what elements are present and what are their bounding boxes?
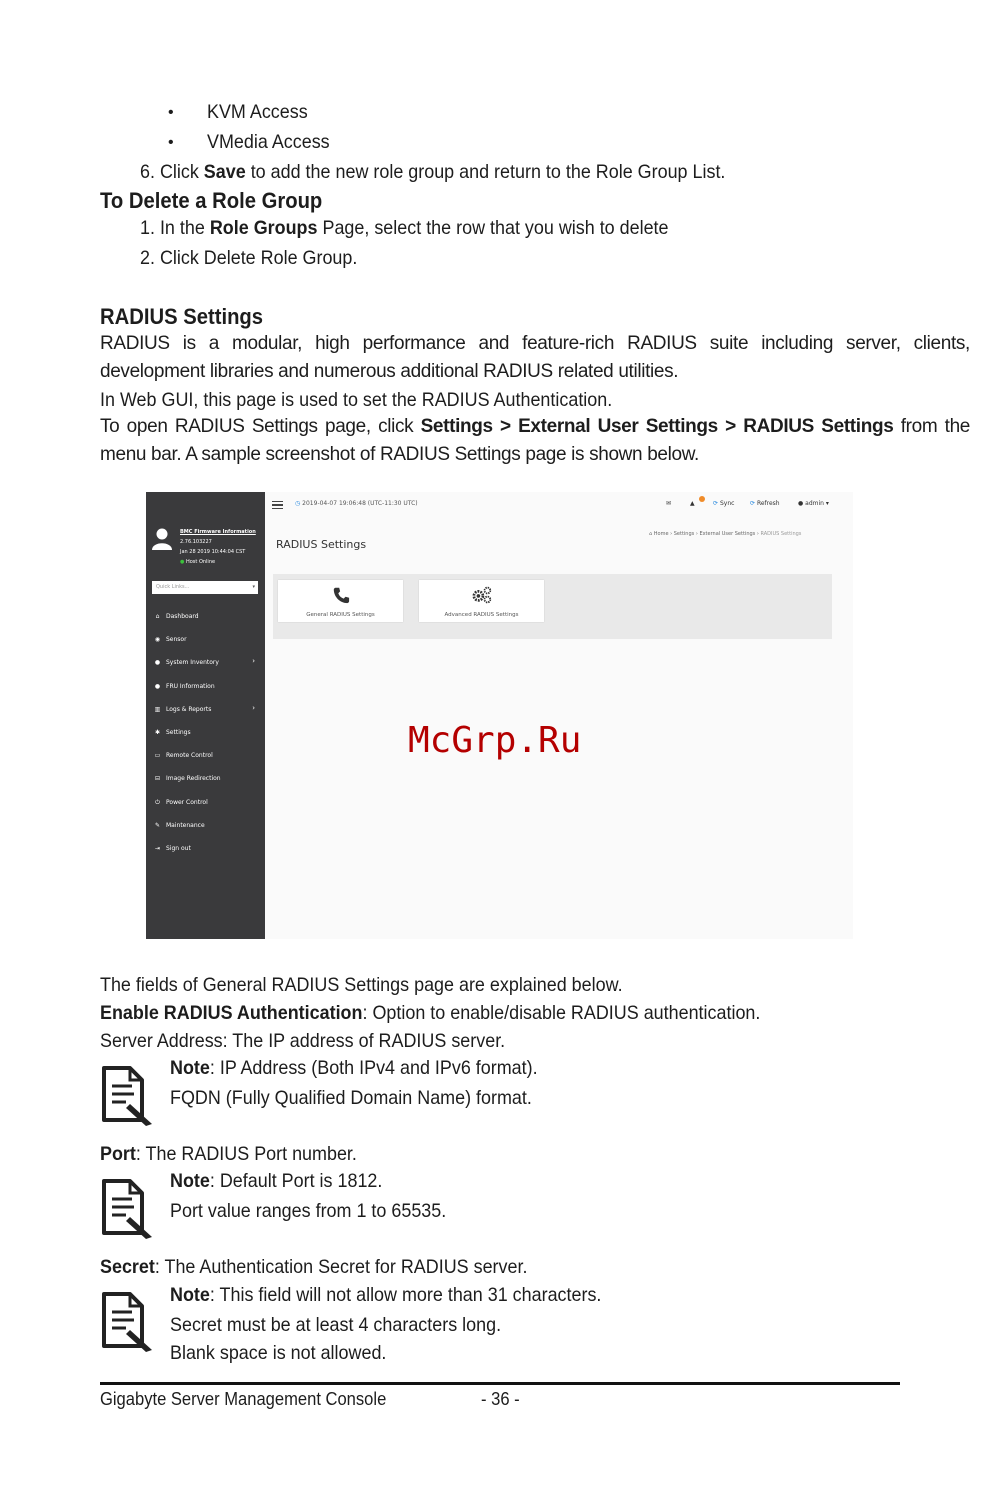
hamburger-menu-icon[interactable]	[272, 501, 283, 511]
quick-links-select[interactable]: Quick Links... ▾	[152, 581, 258, 594]
note-fqdn: FQDN (Fully Qualified Domain Name) format.	[170, 1087, 532, 1109]
sidebar-menu	[146, 605, 265, 860]
sidebar-item-sign-out[interactable]: ⇥ Sign out	[146, 837, 265, 860]
fields-intro: The fields of General RADIUS Settings page are explained below.	[100, 974, 623, 996]
firmware-info	[180, 527, 256, 567]
sidebar-item-image-redirection[interactable]: ⊟ Image Redirection	[146, 767, 265, 790]
sensor-icon: ◉	[154, 636, 161, 644]
port-line: Port: The RADIUS Port number.	[100, 1143, 357, 1165]
bullet-vmedia: VMedia Access	[207, 131, 330, 153]
breadcrumb-settings[interactable]: Settings	[673, 531, 695, 537]
user-avatar-icon	[152, 528, 172, 550]
home-icon: ⌂	[649, 531, 653, 537]
sync-button[interactable]: ⟳ Sync	[713, 500, 735, 507]
sidebar-item-settings[interactable]: ✱ Settings	[146, 721, 265, 744]
note-max-characters: Note: This field will not allow more than 31 characters.	[170, 1284, 602, 1306]
sidebar-item-maintenance[interactable]: ✎ Maintenance	[146, 814, 265, 837]
advanced-radius-settings-card[interactable]	[419, 580, 544, 622]
note-ip-address: Note: IP Address (Both IPv4 and IPv6 format).	[170, 1057, 538, 1079]
firmware-version: 2.76.103227	[180, 539, 212, 545]
radius-settings-heading: RADIUS Settings	[100, 304, 264, 329]
bullet-kvm: KVM Access	[207, 101, 308, 123]
delete-step-2: 2. Click Delete Role Group.	[140, 247, 358, 269]
info-icon: ●	[154, 659, 161, 667]
monitor-icon: ▭	[154, 752, 161, 760]
wrench-icon: ✎	[154, 821, 161, 829]
secret-line: Secret: The Authentication Secret for RADIUS server.	[100, 1256, 528, 1278]
chevron-right-icon: ›	[252, 703, 255, 712]
firmware-date: Jan 28 2019 10:44:04 CST	[180, 549, 246, 555]
disk-icon: ⊟	[154, 775, 161, 783]
host-status: ● Host Online	[180, 559, 216, 565]
radius-open-instructions: To open RADIUS Settings page, click Settings > External User Settings > RADIUS Settings from the menu bar. A sample screenshot of RADIUS Settings page is shown below.	[100, 416, 971, 465]
sidebar-item-sensor[interactable]: ◉ Sensor	[146, 628, 265, 651]
sidebar	[146, 492, 265, 939]
page-number: - 36 -	[481, 1389, 520, 1409]
datetime-display: ◷ 2019-04-07 19:06:48 (UTC-11:30 UTC)	[295, 500, 418, 507]
signout-icon: ⇥	[154, 844, 161, 852]
sidebar-item-remote-control[interactable]: ▭ Remote Control	[146, 744, 265, 767]
note-min-characters: Secret must be at least 4 characters long.	[170, 1314, 502, 1336]
note-default-port: Note: Default Port is 1812.	[170, 1170, 383, 1192]
footer-title: Gigabyte Server Management Console	[100, 1389, 387, 1409]
radius-intro-paragraph: RADIUS is a modular, high performance and feature-rich RADIUS suite including server, clients, development libraries and numerous additional RADIUS related utilities.	[100, 333, 970, 382]
note-no-blank-space: Blank space is not allowed.	[170, 1342, 387, 1364]
envelope-icon[interactable]: ✉	[666, 500, 672, 507]
clock-icon: ◷	[295, 500, 301, 507]
user-icon: ●	[798, 500, 804, 507]
chevron-right-icon: ›	[252, 657, 255, 666]
notification-badge	[699, 496, 705, 502]
sidebar-item-power-control[interactable]: ⏻ Power Control	[146, 791, 265, 814]
page-title: RADIUS Settings	[276, 538, 367, 551]
delete-step-1: 1. In the Role Groups Page, select the row that you wish to delete	[140, 217, 669, 239]
gears-icon	[471, 586, 493, 604]
general-radius-settings-label: General RADIUS Settings	[306, 612, 375, 618]
dashboard-icon: ⌂	[155, 613, 160, 620]
power-icon: ⏻	[155, 798, 160, 806]
chevron-down-icon: ▾	[252, 584, 255, 590]
general-radius-settings-card[interactable]	[278, 580, 403, 622]
breadcrumb-external-user-settings[interactable]: External User Settings	[699, 531, 756, 537]
info-icon: ●	[154, 682, 161, 690]
server-address-line: Server Address: The IP address of RADIUS server.	[100, 1030, 506, 1052]
delete-role-group-heading: To Delete a Role Group	[100, 188, 323, 213]
user-menu[interactable]: ● admin ▾	[798, 500, 829, 507]
status-dot-icon: ●	[180, 559, 185, 565]
breadcrumb-home[interactable]: Home	[653, 531, 669, 537]
sidebar-item-system-inventory[interactable]: ● System Inventory ›	[146, 651, 265, 674]
note-icon	[100, 1064, 154, 1126]
refresh-button[interactable]: ⟳ Refresh	[750, 500, 780, 507]
chart-icon: ▥	[154, 705, 161, 713]
radius-webgui-line: In Web GUI, this page is used to set the RADIUS Authentication.	[100, 389, 613, 411]
sync-icon: ⟳	[713, 500, 719, 507]
note-icon	[100, 1177, 154, 1239]
bullet-dot: •	[168, 104, 174, 121]
breadcrumb-radius-settings: RADIUS Settings	[760, 531, 802, 537]
refresh-icon: ⟳	[750, 500, 756, 507]
bullet-dot: •	[168, 134, 174, 151]
advanced-radius-settings-label: Advanced RADIUS Settings	[444, 612, 519, 618]
alert-icon[interactable]: ▲	[690, 500, 695, 507]
sidebar-item-fru-information[interactable]: ● FRU Information	[146, 675, 265, 698]
note-port-range: Port value ranges from 1 to 65535.	[170, 1200, 447, 1222]
phone-icon	[332, 586, 350, 604]
gear-icon: ✱	[154, 728, 161, 736]
top-bar	[265, 492, 853, 518]
enable-radius-line: Enable RADIUS Authentication: Option to enable/disable RADIUS authentication.	[100, 1002, 761, 1024]
watermark: McGrp.Ru	[408, 720, 582, 761]
sidebar-item-dashboard[interactable]: ⌂ Dashboard	[146, 605, 265, 628]
breadcrumb: ⌂ Home › Settings › External User Settings › RADIUS Settings	[649, 531, 802, 537]
step-6: 6. Click Save to add the new role group and return to the Role Group List.	[140, 161, 726, 183]
firmware-title-link[interactable]: BMC Firmware Information	[180, 529, 256, 535]
note-icon	[100, 1290, 154, 1352]
sidebar-item-logs-reports[interactable]: ▥ Logs & Reports ›	[146, 698, 265, 721]
chevron-down-icon: ▾	[825, 500, 829, 507]
settings-panel	[273, 574, 832, 639]
radius-settings-screenshot	[146, 492, 853, 939]
